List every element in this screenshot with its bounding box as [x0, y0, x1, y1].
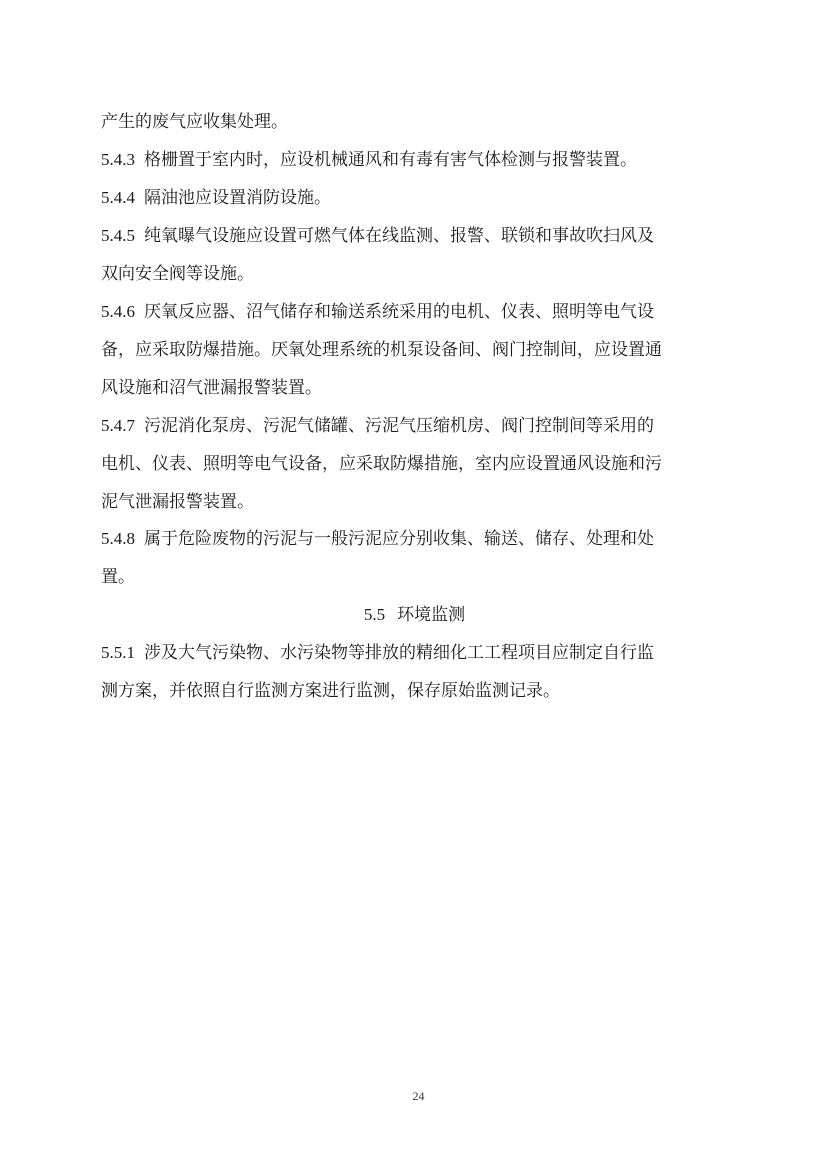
clause-5-4-7 [101, 415, 728, 437]
clause-5-4-6-cont [101, 339, 728, 361]
clause-text: 双向安全阀等设施。 [101, 264, 254, 284]
clause-5-4-7-cont [101, 453, 728, 475]
clause-text: 风设施和沼气泄漏报警装置。 [101, 378, 322, 398]
clause-text: 电机、仪表、照明等电气设备，应采取防爆措施，室内应设置通风设施和污 [101, 454, 662, 474]
section-number: 5.5 [363, 605, 386, 624]
clause-number: 5.4.8 [101, 529, 135, 548]
clause-text: 备，应采取防爆措施。厌氧处理系统的机泵设备间、阀门控制间，应设置通 [101, 340, 662, 360]
clause-number: 5.5.1 [101, 643, 135, 662]
clause-5-4-3 [101, 149, 728, 171]
clause-5-4-6-cont [101, 377, 728, 399]
clause-5-4-7-cont [101, 491, 728, 513]
clause-text: 涉及大气污染物、水污染物等排放的精细化工工程项目应制定自行监 [144, 643, 654, 663]
clause-text: 隔油池应设置消防设施。 [144, 188, 331, 208]
clause-number: 5.4.5 [101, 226, 135, 245]
clause-text: 格栅置于室内时，应设机械通风和有毒有害气体检测与报警装置。 [144, 150, 637, 170]
clause-text: 置。 [101, 567, 135, 587]
clause-5-4-8 [101, 528, 728, 550]
paragraph-continuation [101, 111, 728, 133]
clause-5-4-8-cont [101, 566, 728, 588]
clause-5-4-6 [101, 301, 728, 323]
section-title: 环境监测 [397, 605, 466, 625]
clause-5-4-5-cont [101, 263, 728, 285]
clause-number: 5.4.7 [101, 416, 135, 435]
clause-number: 5.4.6 [101, 302, 135, 321]
clause-text: 泥气泄漏报警装置。 [101, 492, 254, 512]
clause-5-4-5 [101, 225, 728, 247]
clause-text: 属于危险废物的污泥与一般污泥应分别收集、输送、储存、处理和处 [144, 529, 654, 549]
clause-text: 污泥消化泵房、污泥气储罐、污泥气压缩机房、阀门控制间等采用的 [144, 416, 654, 436]
clause-text: 测方案，并依照自行监测方案进行监测，保存原始监测记录。 [101, 681, 560, 701]
clause-text: 厌氧反应器、沼气储存和输送系统采用的电机、仪表、照明等电气设 [144, 302, 654, 322]
clause-text: 纯氧曝气设施应设置可燃气体在线监测、报警、联锁和事故吹扫风及 [144, 226, 654, 246]
text-line: 产生的废气应收集处理。 [101, 112, 288, 132]
page-number: 24 [412, 1089, 425, 1103]
clause-5-5-1 [101, 642, 728, 664]
section-heading [101, 604, 728, 626]
clause-number: 5.4.3 [101, 150, 135, 169]
clause-number: 5.4.4 [101, 188, 135, 207]
clause-5-4-4 [101, 187, 728, 209]
clause-5-5-1-cont [101, 680, 728, 702]
